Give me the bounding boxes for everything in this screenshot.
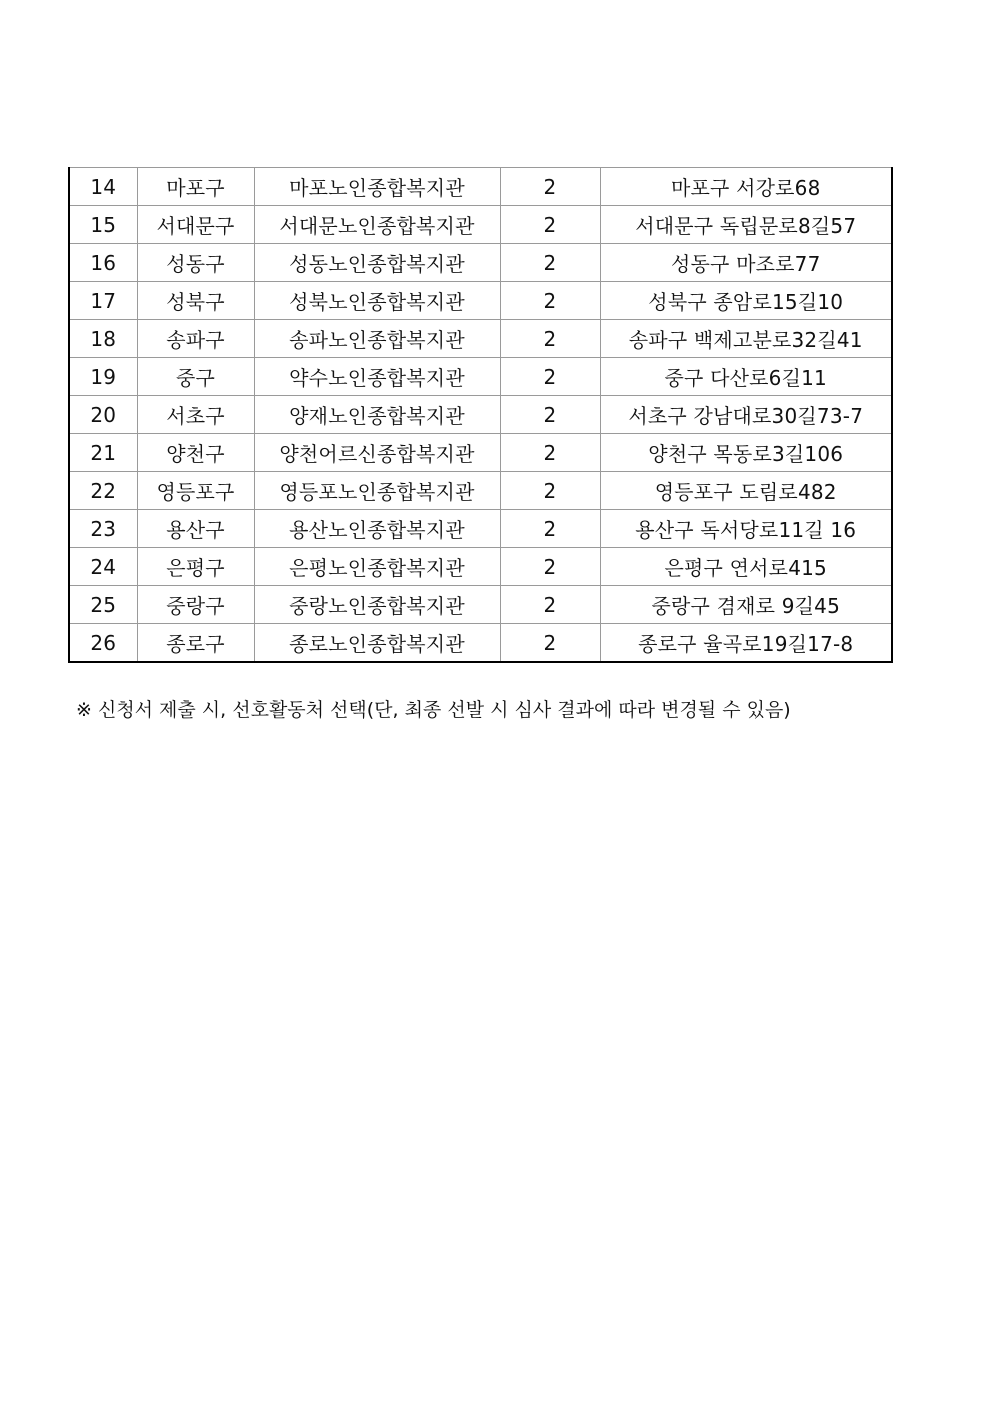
selection-note: ※ 신청서 제출 시, 선호활동처 선택(단, 최종 선발 시 심사 결과에 따라 변경될 수 있음) — [76, 699, 791, 721]
center-name-cell: 성북노인종합복지관 — [254, 282, 500, 320]
welfare-center-table — [68, 167, 893, 663]
count-cell: 2 — [500, 624, 600, 663]
center-name-cell: 용산노인종합복지관 — [254, 510, 500, 548]
row-number-cell: 16 — [69, 244, 137, 282]
count-cell: 2 — [500, 244, 600, 282]
address-cell: 영등포구 도림로482 — [600, 472, 892, 510]
row-number-cell: 25 — [69, 586, 137, 624]
row-number-cell: 19 — [69, 358, 137, 396]
count-cell: 2 — [500, 472, 600, 510]
row-number-cell: 24 — [69, 548, 137, 586]
row-number-cell: 17 — [69, 282, 137, 320]
count-cell: 2 — [500, 396, 600, 434]
center-name-cell: 은평노인종합복지관 — [254, 548, 500, 586]
address-cell: 중랑구 겸재로 9길45 — [600, 586, 892, 624]
row-number-cell: 23 — [69, 510, 137, 548]
center-name-cell: 성동노인종합복지관 — [254, 244, 500, 282]
address-cell: 양천구 목동로3길106 — [600, 434, 892, 472]
table-row — [69, 320, 892, 358]
center-name-cell: 영등포노인종합복지관 — [254, 472, 500, 510]
district-cell: 은평구 — [137, 548, 254, 586]
district-cell: 성북구 — [137, 282, 254, 320]
row-number-cell: 20 — [69, 396, 137, 434]
address-cell: 성동구 마조로77 — [600, 244, 892, 282]
address-cell: 마포구 서강로68 — [600, 168, 892, 206]
center-name-cell: 서대문노인종합복지관 — [254, 206, 500, 244]
center-name-cell: 양천어르신종합복지관 — [254, 434, 500, 472]
count-cell: 2 — [500, 206, 600, 244]
district-cell: 서대문구 — [137, 206, 254, 244]
row-number-cell: 18 — [69, 320, 137, 358]
address-cell: 용산구 독서당로11길 16 — [600, 510, 892, 548]
district-cell: 종로구 — [137, 624, 254, 663]
row-number-cell: 26 — [69, 624, 137, 663]
table-row — [69, 396, 892, 434]
address-cell: 송파구 백제고분로32길41 — [600, 320, 892, 358]
address-cell: 서초구 강남대로30길73-7 — [600, 396, 892, 434]
center-name-cell: 송파노인종합복지관 — [254, 320, 500, 358]
table-row — [69, 434, 892, 472]
count-cell: 2 — [500, 434, 600, 472]
district-cell: 서초구 — [137, 396, 254, 434]
table-row — [69, 244, 892, 282]
district-cell: 송파구 — [137, 320, 254, 358]
address-cell: 은평구 연서로415 — [600, 548, 892, 586]
district-cell: 마포구 — [137, 168, 254, 206]
center-name-cell: 종로노인종합복지관 — [254, 624, 500, 663]
count-cell: 2 — [500, 510, 600, 548]
center-name-cell: 마포노인종합복지관 — [254, 168, 500, 206]
count-cell: 2 — [500, 358, 600, 396]
district-cell: 성동구 — [137, 244, 254, 282]
center-name-cell: 약수노인종합복지관 — [254, 358, 500, 396]
count-cell: 2 — [500, 548, 600, 586]
address-cell: 중구 다산로6길11 — [600, 358, 892, 396]
district-cell: 중구 — [137, 358, 254, 396]
table-row — [69, 472, 892, 510]
row-number-cell: 14 — [69, 168, 137, 206]
count-cell: 2 — [500, 168, 600, 206]
center-name-cell: 양재노인종합복지관 — [254, 396, 500, 434]
table-row — [69, 168, 892, 206]
count-cell: 2 — [500, 586, 600, 624]
row-number-cell: 21 — [69, 434, 137, 472]
table-row — [69, 510, 892, 548]
welfare-center-table-body — [69, 168, 892, 663]
table-row — [69, 586, 892, 624]
address-cell: 성북구 종암로15길10 — [600, 282, 892, 320]
address-cell: 서대문구 독립문로8길57 — [600, 206, 892, 244]
row-number-cell: 15 — [69, 206, 137, 244]
table-row — [69, 548, 892, 586]
district-cell: 양천구 — [137, 434, 254, 472]
district-cell: 용산구 — [137, 510, 254, 548]
count-cell: 2 — [500, 320, 600, 358]
table-row — [69, 282, 892, 320]
address-cell: 종로구 율곡로19길17-8 — [600, 624, 892, 663]
center-name-cell: 중랑노인종합복지관 — [254, 586, 500, 624]
row-number-cell: 22 — [69, 472, 137, 510]
table-row — [69, 206, 892, 244]
count-cell: 2 — [500, 282, 600, 320]
table-row — [69, 624, 892, 663]
district-cell: 중랑구 — [137, 586, 254, 624]
district-cell: 영등포구 — [137, 472, 254, 510]
table-row — [69, 358, 892, 396]
